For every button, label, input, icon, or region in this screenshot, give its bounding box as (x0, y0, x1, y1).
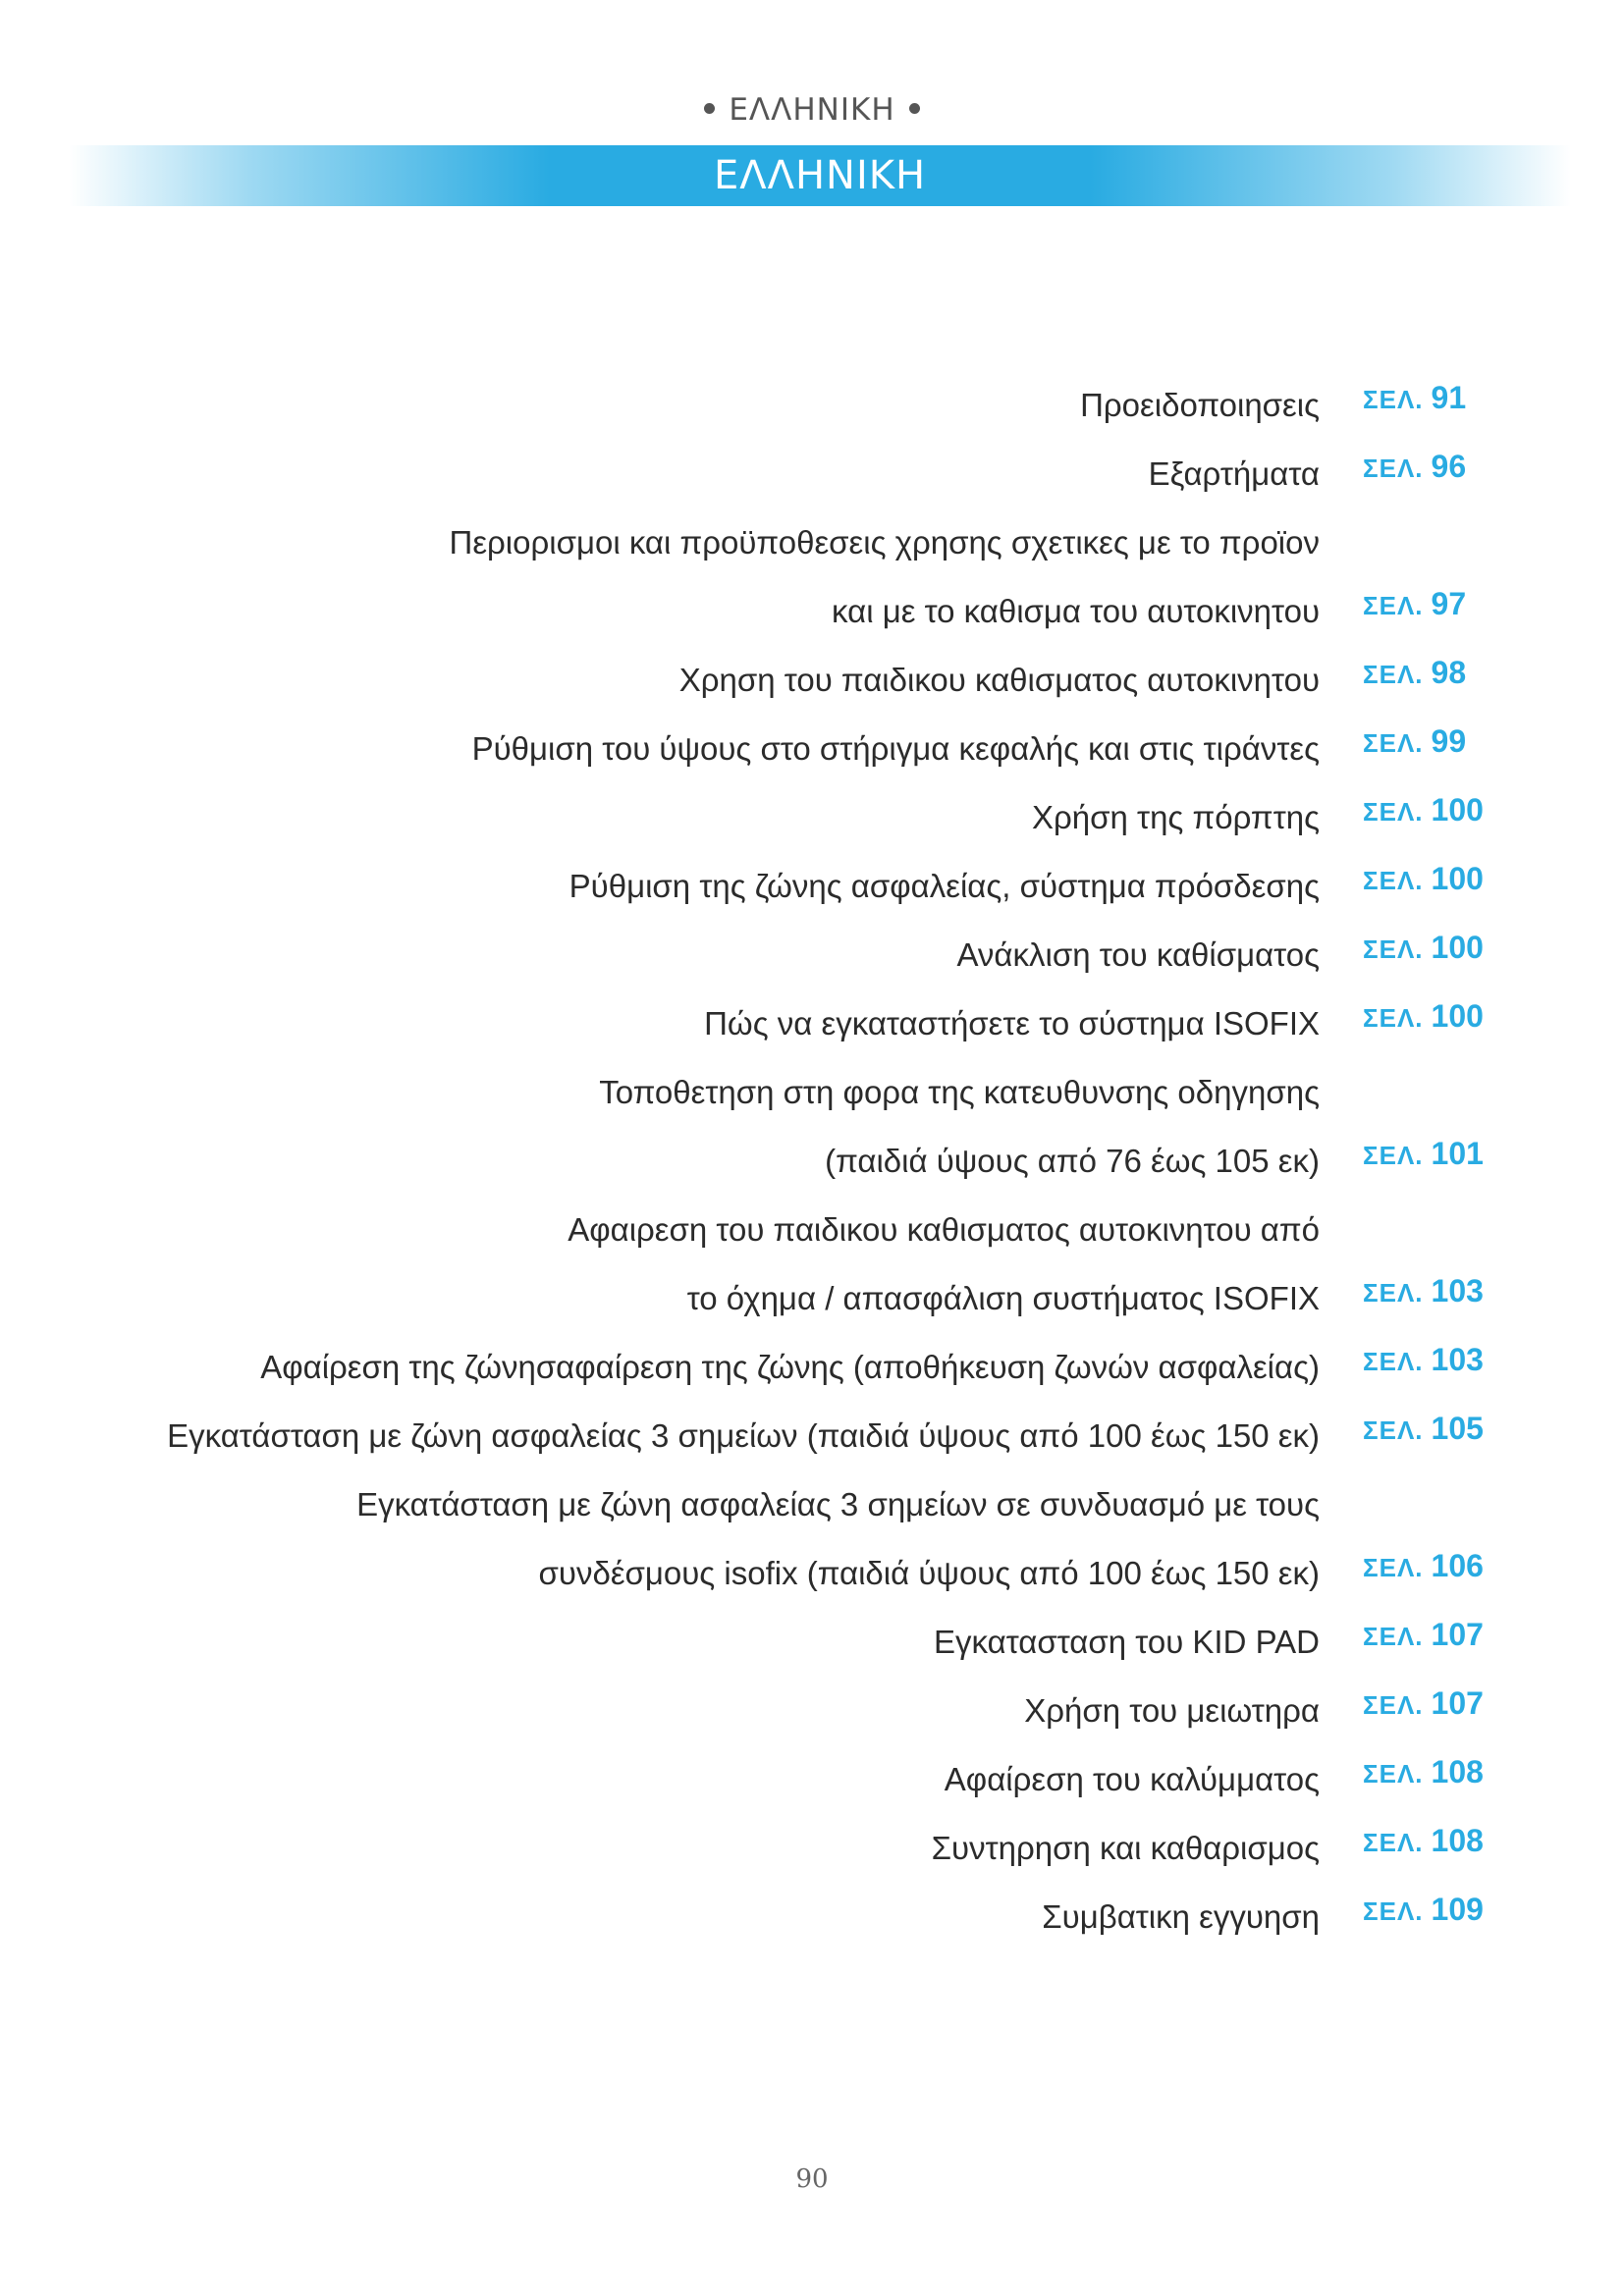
toc-line (0, 790, 1624, 859)
toc-entry[interactable] (0, 1821, 1624, 1890)
page-prefix: ΣΕΛ. (1363, 728, 1424, 758)
toc-page-ref (1363, 1340, 1484, 1381)
toc-page-ref (1363, 1271, 1484, 1312)
toc-entry-title: Ρύθμιση του ύψους στο στήριγμα κεφαλής και στις τιράντες (471, 730, 1320, 767)
toc-page-number: 105 (1431, 1411, 1484, 1446)
toc-page-ref (1363, 447, 1466, 488)
toc-line (0, 1752, 1624, 1821)
toc-entry[interactable] (0, 653, 1624, 721)
toc-page-ref (1363, 1546, 1484, 1587)
toc-page-number: 96 (1431, 449, 1467, 484)
toc-page-number: 107 (1431, 1617, 1484, 1652)
toc-entry-title: Εγκατάσταση με ζώνη ασφαλείας 3 σημείων σε συνδυασμό με τους (356, 1486, 1320, 1522)
toc-entry-title: Συμβατικη εγγυηση (1042, 1898, 1320, 1935)
toc-line (0, 859, 1624, 928)
toc-entry[interactable] (0, 1615, 1624, 1683)
toc-page-number: 100 (1431, 861, 1484, 896)
toc-page-number: 100 (1431, 792, 1484, 828)
toc-page-number: 106 (1431, 1548, 1484, 1583)
bullet-dot-icon (909, 103, 920, 114)
toc-entry[interactable] (0, 1477, 1624, 1615)
toc-line (0, 447, 1624, 515)
toc-entry[interactable] (0, 928, 1624, 996)
toc-line (0, 1821, 1624, 1890)
toc-page-ref (1363, 721, 1466, 763)
toc-page-number: 100 (1431, 998, 1484, 1034)
toc-entry-title: Πώς να εγκαταστήσετε το σύστημα ISOFIX (704, 1005, 1320, 1041)
toc-page-number: 101 (1431, 1136, 1484, 1171)
toc-entry-title: Συντηρηση και καθαρισμος (931, 1830, 1320, 1866)
toc-entry-title: Χρήση του μειωτηρα (1024, 1692, 1320, 1729)
page-prefix: ΣΕΛ. (1363, 1759, 1424, 1789)
page-prefix: ΣΕΛ. (1363, 1278, 1424, 1308)
toc-entry[interactable] (0, 1683, 1624, 1752)
toc-line (0, 1409, 1624, 1477)
toc-entry[interactable] (0, 1409, 1624, 1477)
section-banner (69, 145, 1571, 206)
toc-page-number: 99 (1431, 723, 1467, 759)
toc-entry[interactable] (0, 1065, 1624, 1202)
toc-line (0, 515, 1624, 584)
toc-entry-title: συνδέσμους isofix (παιδιά ύψους από 100 έως 150 εκ) (538, 1555, 1320, 1591)
toc-entry-title: Χρήση της πόρπτης (1032, 799, 1320, 835)
toc-page-number: 100 (1431, 930, 1484, 965)
page-prefix: ΣΕΛ. (1363, 866, 1424, 895)
toc-page-number: 108 (1431, 1754, 1484, 1789)
toc-page-ref (1363, 1683, 1484, 1725)
toc-page-ref (1363, 859, 1484, 900)
toc-entry-title: Ανάκλιση του καθίσματος (956, 936, 1320, 973)
toc-page-number: 91 (1431, 380, 1467, 415)
running-header (0, 92, 1624, 128)
toc-entry[interactable] (0, 790, 1624, 859)
toc-entry-title: Αφαιρεση του παιδικου καθισματος αυτοκινητου από (568, 1211, 1320, 1248)
toc-entry[interactable] (0, 1890, 1624, 1958)
toc-entry-title: Προειδοποιησεις (1080, 387, 1320, 423)
toc-line (0, 1615, 1624, 1683)
page-prefix: ΣΕΛ. (1363, 1690, 1424, 1720)
page-prefix: ΣΕΛ. (1363, 1003, 1424, 1033)
table-of-contents (0, 378, 1624, 1958)
page-prefix: ΣΕΛ. (1363, 385, 1424, 414)
toc-line (0, 1065, 1624, 1134)
toc-entry-title: Χρηση του παιδικου καθισματος αυτοκινητου (678, 662, 1320, 698)
toc-page-number: 97 (1431, 586, 1467, 621)
toc-entry-title: (παιδιά ύψους από 76 έως 105 εκ) (825, 1143, 1320, 1179)
toc-entry[interactable] (0, 515, 1624, 653)
page-prefix: ΣΕΛ. (1363, 1141, 1424, 1170)
toc-entry[interactable] (0, 1340, 1624, 1409)
toc-page-ref (1363, 790, 1484, 831)
toc-page-ref (1363, 928, 1484, 969)
toc-page-number: 98 (1431, 655, 1467, 690)
toc-entry-title: Τοποθετηση στη φορα της κατευθυνσης οδηγησης (599, 1074, 1320, 1110)
running-header-title: ΕΛΛΗΝΙΚΗ (729, 92, 895, 128)
page-number: 90 (795, 2164, 829, 2194)
toc-line (0, 653, 1624, 721)
toc-page-ref (1363, 378, 1466, 419)
toc-line (0, 721, 1624, 790)
toc-entry-title: Εγκατάσταση με ζώνη ασφαλείας 3 σημείων (παιδιά ύψους από 100 έως 150 εκ) (167, 1417, 1320, 1454)
toc-line (0, 1477, 1624, 1546)
toc-page-ref (1363, 653, 1466, 694)
page-prefix: ΣΕΛ. (1363, 454, 1424, 483)
toc-line (0, 996, 1624, 1065)
toc-line (0, 1271, 1624, 1340)
bullet-dot-icon (704, 103, 715, 114)
toc-entry-title: και με το καθισμα του αυτοκινητου (832, 593, 1320, 629)
page-prefix: ΣΕΛ. (1363, 1415, 1424, 1445)
toc-entry-title: Εγκατασταση του KID PAD (934, 1624, 1320, 1660)
toc-page-ref (1363, 1752, 1484, 1793)
toc-entry[interactable] (0, 996, 1624, 1065)
toc-page-ref (1363, 1890, 1484, 1931)
page-prefix: ΣΕΛ. (1363, 660, 1424, 689)
toc-entry-title: Ρύθμιση της ζώνης ασφαλείας, σύστημα πρόσδεσης (568, 868, 1320, 904)
toc-page-ref (1363, 1821, 1484, 1862)
toc-page-number: 108 (1431, 1823, 1484, 1858)
toc-line (0, 1202, 1624, 1271)
toc-entry-title: Εξαρτήματα (1148, 455, 1320, 492)
toc-page-ref (1363, 1134, 1484, 1175)
page-prefix: ΣΕΛ. (1363, 1347, 1424, 1376)
toc-page-number: 103 (1431, 1273, 1484, 1308)
toc-page-ref (1363, 996, 1484, 1038)
toc-entry-title: Περιορισμοι και προϋποθεσεις χρησης σχετικες με το προϊον (449, 524, 1320, 561)
page-prefix: ΣΕΛ. (1363, 1622, 1424, 1651)
page-prefix: ΣΕΛ. (1363, 797, 1424, 827)
toc-line (0, 378, 1624, 447)
toc-entry-title: Αφαίρεση της ζώνησαφαίρεση της ζώνης (αποθήκευση ζωνών ασφαλείας) (260, 1349, 1320, 1385)
toc-line (0, 928, 1624, 996)
toc-line (0, 1340, 1624, 1409)
page-prefix: ΣΕΛ. (1363, 1828, 1424, 1857)
toc-line (0, 1546, 1624, 1615)
page-prefix: ΣΕΛ. (1363, 934, 1424, 964)
toc-line (0, 1890, 1624, 1958)
toc-page-number: 107 (1431, 1685, 1484, 1721)
toc-page-number: 103 (1431, 1342, 1484, 1377)
page-prefix: ΣΕΛ. (1363, 591, 1424, 620)
toc-entry[interactable] (0, 859, 1624, 928)
toc-entry[interactable] (0, 447, 1624, 515)
toc-page-ref (1363, 584, 1466, 625)
toc-entry[interactable] (0, 721, 1624, 790)
toc-entry[interactable] (0, 378, 1624, 447)
toc-line (0, 1134, 1624, 1202)
page-prefix: ΣΕΛ. (1363, 1896, 1424, 1926)
toc-page-ref (1363, 1615, 1484, 1656)
toc-entry[interactable] (0, 1202, 1624, 1340)
toc-line (0, 584, 1624, 653)
toc-page-ref (1363, 1409, 1484, 1450)
toc-page-number: 109 (1431, 1892, 1484, 1927)
toc-entry-title: το όχημα / απασφάλιση συστήματος ISOFIX (686, 1280, 1320, 1316)
page-prefix: ΣΕΛ. (1363, 1553, 1424, 1582)
toc-line (0, 1683, 1624, 1752)
banner-title: ΕΛΛΗΝΙΚΗ (713, 153, 927, 198)
toc-entry-title: Αφαίρεση του καλύμματος (944, 1761, 1320, 1797)
toc-entry[interactable] (0, 1752, 1624, 1821)
